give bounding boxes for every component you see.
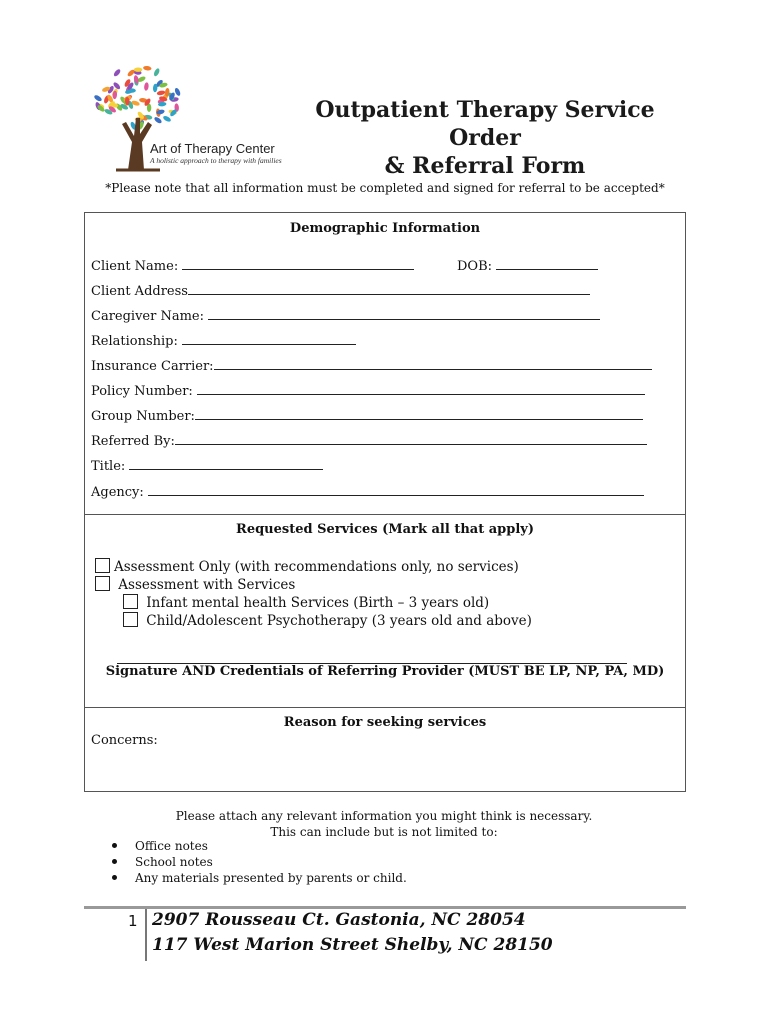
group-number-input[interactable] xyxy=(195,406,643,420)
list-item xyxy=(112,855,213,869)
title-field xyxy=(91,456,323,474)
form-title xyxy=(280,96,690,180)
checkbox-assessment-with-services[interactable] xyxy=(95,576,110,591)
leaf-icon xyxy=(113,68,122,77)
caregiver-name-input[interactable] xyxy=(208,306,600,320)
checkbox-infant-mental-health[interactable] xyxy=(123,594,138,609)
address-gastonia: 2907 Rousseau Ct. Gastonia, NC 28054 xyxy=(152,910,526,930)
footer-divider xyxy=(145,909,147,961)
insurance-carrier-input[interactable] xyxy=(214,356,652,370)
referral-form-box xyxy=(84,212,686,792)
caregiver-name-field xyxy=(91,306,600,324)
reason-heading: Reason for seeking services xyxy=(283,715,487,730)
logo-name: Art of Therapy Center xyxy=(150,141,275,156)
leaf-icon xyxy=(134,68,142,72)
bullet-icon xyxy=(112,875,117,880)
list-item-text: School notes xyxy=(135,855,213,869)
address-shelby: 117 West Marion Street Shelby, NC 28150 xyxy=(152,935,553,955)
checkbox-assessment-only[interactable] xyxy=(95,558,110,573)
agency-field xyxy=(91,482,644,500)
bullet-icon xyxy=(112,843,117,848)
option-child-psychotherapy-label: Child/Adolescent Psychotherapy (3 years old and above) xyxy=(146,613,532,629)
leaf-icon xyxy=(93,94,102,102)
leaf-icon xyxy=(162,115,171,123)
dob-input[interactable] xyxy=(496,256,598,270)
option-child-psychotherapy[interactable] xyxy=(123,612,532,629)
list-item xyxy=(112,871,407,885)
client-name-label: Client Name: xyxy=(91,259,179,274)
group-number-field xyxy=(91,406,643,424)
logo-tagline: A holistic approach to therapy with families xyxy=(150,156,282,165)
title-field-input[interactable] xyxy=(129,456,323,470)
footer-rule xyxy=(84,906,686,909)
completion-notice: *Please note that all information must be completed and signed for referral to be accepted* xyxy=(105,181,665,195)
bullet-icon xyxy=(112,859,117,864)
client-address-field xyxy=(91,281,590,299)
client-address-label: Client Address xyxy=(91,284,188,299)
services-heading: Requested Services (Mark all that apply) xyxy=(236,522,534,537)
option-assessment-with-services[interactable] xyxy=(95,576,295,593)
client-name-input[interactable] xyxy=(182,256,414,270)
dob-label: DOB: xyxy=(457,259,493,274)
title-line-1: Outpatient Therapy Service Order xyxy=(315,97,655,151)
list-item xyxy=(112,839,208,853)
page-number: 1 xyxy=(128,912,138,930)
insurance-carrier-field xyxy=(91,356,652,374)
concerns-label: Concerns: xyxy=(91,733,158,748)
option-infant-mental-health[interactable] xyxy=(123,594,489,611)
attach-line-2: This can include but is not limited to: xyxy=(270,825,498,839)
option-assessment-only-label: Assessment Only (with recommendations only, no services) xyxy=(114,559,519,575)
section-divider xyxy=(85,707,685,708)
referred-by-label: Referred By: xyxy=(91,434,175,449)
leaf-icon xyxy=(153,68,161,77)
title-line-2: & Referral Form xyxy=(384,153,586,179)
checkbox-child-psychotherapy[interactable] xyxy=(123,612,138,627)
policy-number-input[interactable] xyxy=(197,381,645,395)
policy-number-field xyxy=(91,381,645,399)
title-field-label: Title: xyxy=(91,459,126,474)
agency-label: Agency: xyxy=(91,485,144,500)
list-item-text: Any materials presented by parents or child. xyxy=(135,871,407,885)
option-infant-mental-health-label: Infant mental health Services (Birth – 3 years old) xyxy=(146,595,490,611)
leaf-icon xyxy=(153,116,162,124)
insurance-carrier-label: Insurance Carrier: xyxy=(91,359,214,374)
group-number-label: Group Number: xyxy=(91,409,195,424)
leaf-icon xyxy=(174,87,182,96)
dob-field xyxy=(457,256,598,274)
client-name-field xyxy=(91,256,414,274)
option-assessment-only[interactable] xyxy=(95,558,519,575)
concerns-input[interactable] xyxy=(165,731,665,783)
client-address-input[interactable] xyxy=(188,281,590,295)
policy-number-label: Policy Number: xyxy=(91,384,193,399)
relationship-input[interactable] xyxy=(182,331,356,345)
list-item-text: Office notes xyxy=(135,839,208,853)
leaf-icon xyxy=(143,65,152,71)
demographic-heading: Demographic Information xyxy=(289,221,481,236)
attach-line-1: Please attach any relevant information you might think is necessary. xyxy=(175,809,593,823)
caregiver-name-label: Caregiver Name: xyxy=(91,309,204,324)
option-assessment-with-services-label: Assessment with Services xyxy=(118,577,296,593)
section-divider xyxy=(85,514,685,515)
leaf-icon xyxy=(144,82,149,91)
signature-label: Signature AND Credentials of Referring Provider (MUST BE LP, NP, PA, MD) xyxy=(105,664,665,679)
relationship-field xyxy=(91,331,356,349)
agency-input[interactable] xyxy=(148,482,644,496)
relationship-label: Relationship: xyxy=(91,334,178,349)
referred-by-input[interactable] xyxy=(175,431,647,445)
attach-instructions xyxy=(84,808,684,840)
referred-by-field xyxy=(91,431,647,449)
